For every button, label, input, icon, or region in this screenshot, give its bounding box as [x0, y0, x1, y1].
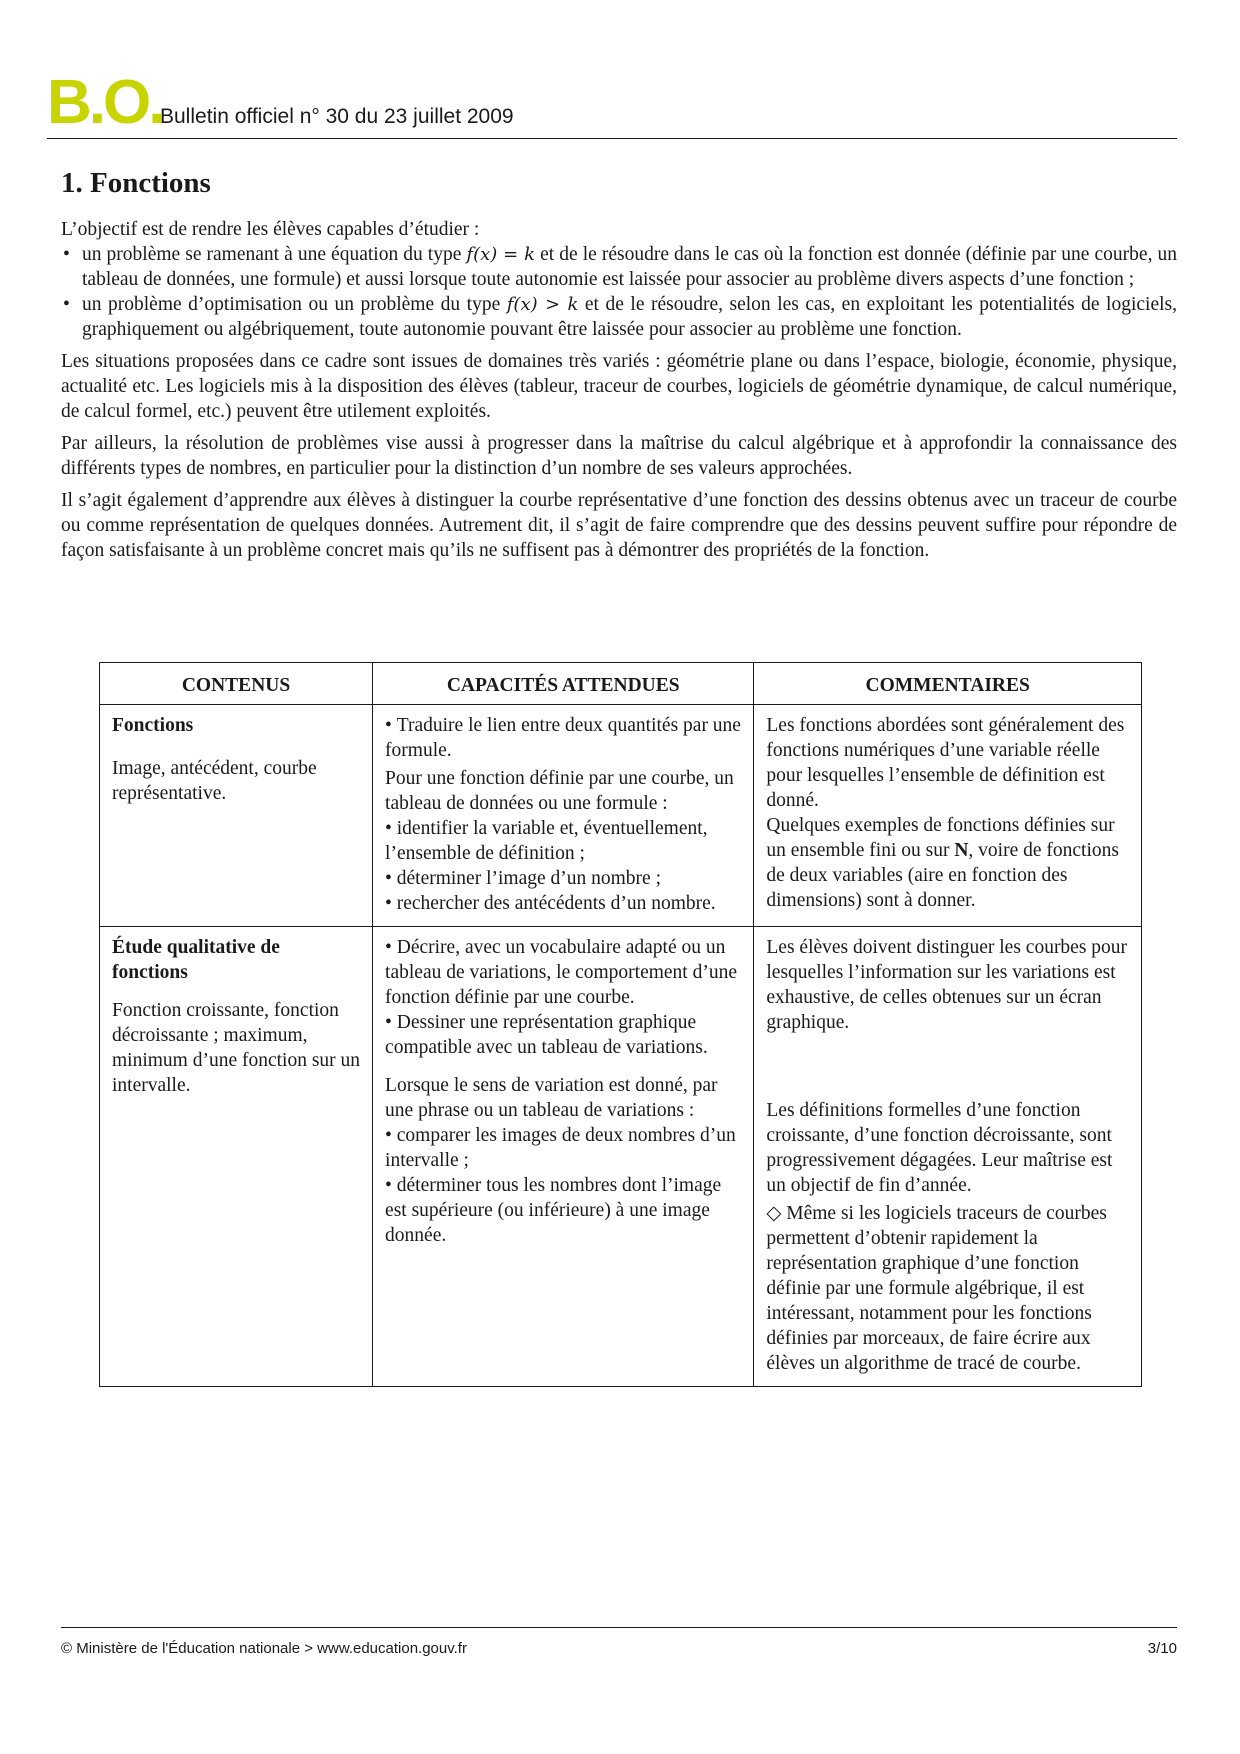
comment-text: Quelques exemples de fonctions définies sur un ensemble fini ou sur N, voire de fonctions de deux variables (aire en fonction des dimensions) sont à donner. [766, 815, 1119, 911]
table-row [100, 705, 1142, 927]
comment-text: Les définitions formelles d’une fonction croissante, d’une fonction décroissante, sont progressivement dégagées. Leur maîtrise est un objectif de fin d’année. [766, 1100, 1113, 1196]
capacity-item: • Décrire, avec un vocabulaire adapté ou un tableau de variations, le comportement d’une fonction définie par une courbe. [385, 935, 741, 1010]
comment-text: Les élèves doivent distinguer les courbes pour lesquelles l’information sur les variations est exhaustive, de celles obtenues sur un écran graphique. [766, 937, 1128, 1033]
intro-text: L’objectif est de rendre les élèves capables d’étudier : [61, 219, 480, 240]
cell-commentaires [754, 927, 1142, 1387]
cell-contenus [100, 705, 373, 927]
paragraph: Il s’agit également d’apprendre aux élèves à distinguer la courbe représentative d’une fonction des dessins obtenus avec un traceur de courbe ou comme représentation de quelques données. Autrement dit, il s’agit de faire comprendre que des dessins peuvent suffire pour répondre de façon satisfaisante à un problème concret mais qu’ils ne suffisent pas à démontrer des propriétés de la fonction. [61, 490, 1177, 561]
cell-text: Fonction croissante, fonction décroissante ; maximum, minimum d’une fonction sur un intervalle. [112, 1000, 361, 1096]
header-contenus: CONTENUS [100, 663, 373, 705]
comment-text: Les fonctions abordées sont généralement des fonctions numériques d’une variable réelle pour lesquelles l’ensemble de définition est donné. [766, 715, 1125, 811]
cell-capacites [373, 927, 754, 1387]
page-number: 3/10 [1147, 1640, 1177, 1657]
math-expression: f(x) = k [466, 244, 536, 265]
math-expression: f(x) > k [506, 294, 579, 315]
capacity-text: Lorsque le sens de variation est donné, par une phrase ou un tableau de variations : [385, 1075, 718, 1121]
main-content [61, 158, 1177, 570]
section-title: 1. Fonctions [61, 167, 211, 199]
cell-contenus [100, 927, 373, 1387]
paragraph: Par ailleurs, la résolution de problèmes vise aussi à progresser dans la maîtrise du calcul algébrique et à approfondir la connaissance des différents types de nombres, en particulier pour la distinction d’un nombre de ses valeurs approchées. [61, 433, 1177, 479]
bo-logo: B.O. [47, 68, 163, 137]
capacity-item: • déterminer l’image d’un nombre ; [385, 866, 741, 891]
curriculum-table [99, 662, 1142, 1387]
list-item: • un problème d’optimisation ou un problème du type f(x) > k et de le résoudre, selon les cas, en exploitant les potentialités de logiciels, graphiquement ou algébriquement, toute autonomie pouvant être laissée pour associer au problème une fonction. [61, 292, 1177, 342]
header-capacites: CAPACITÉS ATTENDUES [373, 663, 754, 705]
paragraph: Les situations proposées dans ce cadre sont issues de domaines très variés : géométrie plane ou dans l’espace, biologie, économie, physique, actualité etc. Les logiciels mis à la disposition des élèves (tableur, traceur de courbes, logiciels de géométrie dynamique, de calcul numérique, de calcul formel, etc.) peuvent être utilement exploités. [61, 351, 1177, 422]
capacity-item: • comparer les images de deux nombres d’un intervalle ; [385, 1123, 741, 1173]
list-item: • un problème se ramenant à une équation du type f(x) = k et de le résoudre dans le cas où la fonction est donnée (définie par une courbe, un tableau de données, une formule) et aussi lorsque toute autonomie est laissée pour associer au problème divers aspects d’une fonction ; [61, 242, 1177, 292]
cell-capacites [373, 705, 754, 927]
capacity-item: • Traduire le lien entre deux quantités par une formule. [385, 713, 741, 763]
capacity-text: Pour une fonction définie par une courbe, un tableau de données ou une formule : [385, 768, 734, 814]
footer-divider [61, 1627, 1177, 1628]
cell-text: Image, antécédent, courbe représentative. [112, 758, 317, 804]
cell-title: Étude qualitative de fonctions [112, 937, 280, 983]
capacity-item: • déterminer tous les nombres dont l’image est supérieure (ou inférieure) à une image donnée. [385, 1173, 741, 1248]
curriculum-table-container [99, 662, 1142, 1387]
table-header-row [100, 663, 1142, 705]
capacity-item: • identifier la variable et, éventuellement, l’ensemble de définition ; [385, 816, 741, 866]
header-commentaires: COMMENTAIRES [754, 663, 1142, 705]
comment-text: ◇ Même si les logiciels traceurs de courbes permettent d’obtenir rapidement la représentation graphique d’une fonction définie par une formule algébrique, il est intéressant, notamment pour les fonctions définies par morceaux, de faire écrire aux élèves un algorithme de tracé de courbe. [766, 1201, 1129, 1376]
objectives-list [61, 242, 1177, 342]
capacity-item: • Dessiner une représentation graphique compatible avec un tableau de variations. [385, 1010, 741, 1060]
footer-copyright: © Ministère de l'Éducation nationale > www.education.gouv.fr [61, 1640, 467, 1657]
cell-title: Fonctions [112, 715, 194, 736]
bulletin-reference: Bulletin officiel n° 30 du 23 juillet 2009 [160, 105, 514, 128]
table-row [100, 927, 1142, 1387]
page-header [47, 68, 1177, 142]
capacity-item: • rechercher des antécédents d’un nombre. [385, 891, 741, 916]
cell-commentaires [754, 705, 1142, 927]
header-divider [47, 138, 1177, 139]
